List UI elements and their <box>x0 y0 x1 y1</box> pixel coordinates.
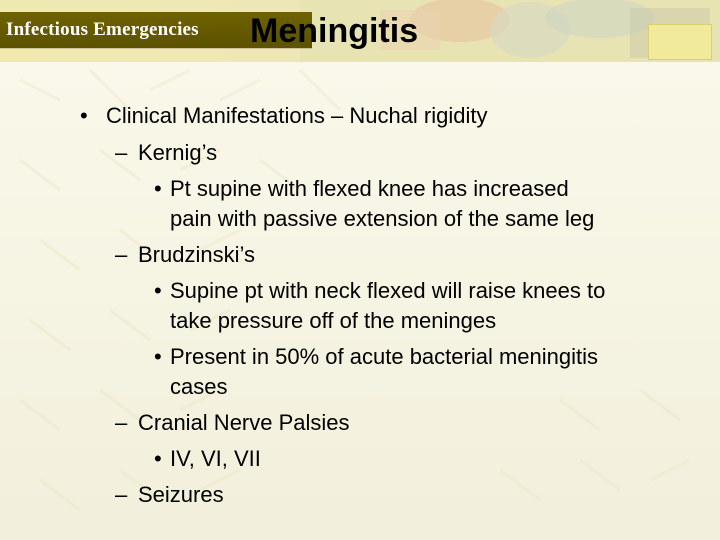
slide-title: Meningitis <box>250 12 419 50</box>
subbullet-text: Seizures <box>138 482 224 507</box>
bullet-text: Clinical Manifestations – Nuchal rigidity <box>106 103 488 128</box>
subbullet-text: Brudzinski’s <box>138 242 255 267</box>
detail-marker: • <box>154 344 162 369</box>
subbullet-marker: – <box>115 242 128 267</box>
detail-text: pain with passive extension of the same leg <box>170 206 595 231</box>
detail-text: cases <box>170 374 228 399</box>
detail-marker: • <box>154 446 162 471</box>
detail-text: Present in 50% of acute bacterial meningitis <box>170 344 599 369</box>
subbullet-marker: – <box>115 482 128 507</box>
detail-text: Supine pt with neck flexed will raise knees to <box>170 278 606 303</box>
category-label: Infectious Emergencies <box>6 19 199 40</box>
detail-text: Pt supine with flexed knee has increased <box>170 176 569 201</box>
subbullet-text: Kernig’s <box>138 140 218 165</box>
subbullet-marker: – <box>115 140 128 165</box>
detail-marker: • <box>154 176 162 201</box>
bullet-marker: • <box>80 103 88 128</box>
detail-marker: • <box>154 278 162 303</box>
detail-text: take pressure off of the meninges <box>170 308 497 333</box>
detail-text: IV, VI, VII <box>170 446 261 471</box>
subbullet-text: Cranial Nerve Palsies <box>138 410 350 435</box>
subbullet-marker: – <box>115 410 128 435</box>
